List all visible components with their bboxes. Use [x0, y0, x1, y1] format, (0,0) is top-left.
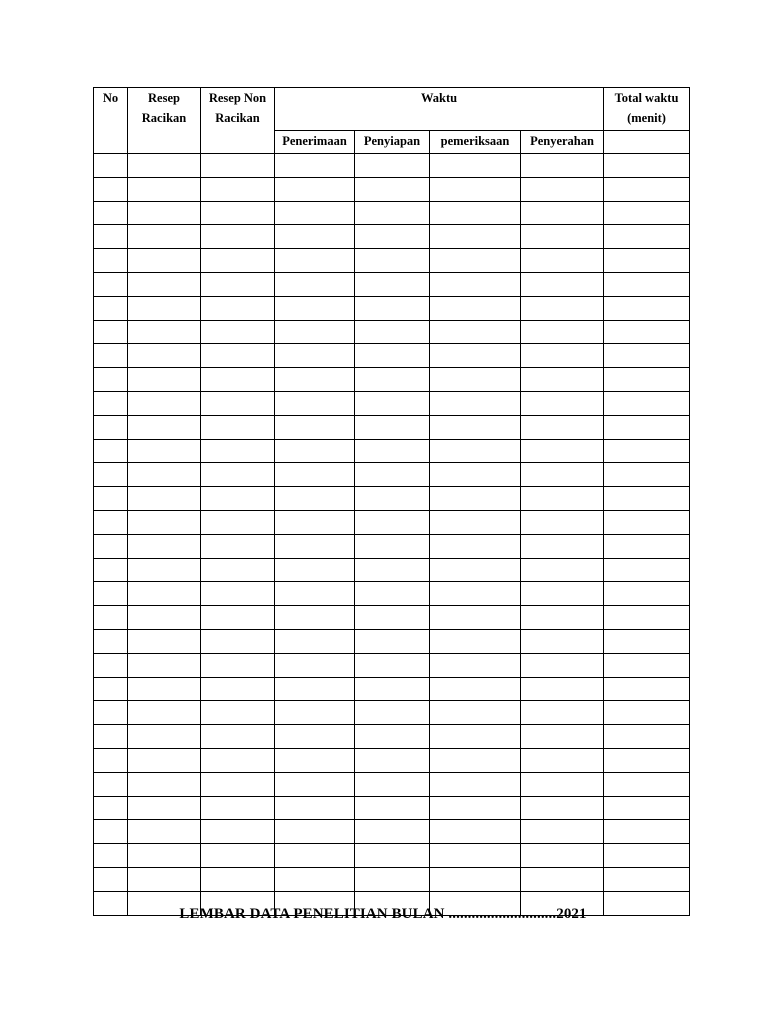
table-cell	[128, 606, 201, 630]
table-cell	[430, 653, 521, 677]
table-cell	[201, 558, 275, 582]
table-cell	[604, 415, 690, 439]
table-cell	[201, 629, 275, 653]
table-cell	[430, 344, 521, 368]
table-cell	[94, 748, 128, 772]
table-cell	[355, 439, 430, 463]
table-cell	[94, 463, 128, 487]
table-cell	[521, 415, 604, 439]
table-cell	[430, 677, 521, 701]
table-cell	[430, 439, 521, 463]
table-body	[94, 154, 690, 916]
table-row	[94, 653, 690, 677]
table-cell	[521, 296, 604, 320]
header-no: No	[94, 88, 128, 154]
table-cell	[521, 653, 604, 677]
table-cell	[604, 320, 690, 344]
table-cell	[201, 439, 275, 463]
table-cell	[201, 725, 275, 749]
table-cell	[275, 368, 355, 392]
table-cell	[94, 154, 128, 178]
table-cell	[275, 534, 355, 558]
table-cell	[275, 701, 355, 725]
table-cell	[94, 534, 128, 558]
table-cell	[355, 391, 430, 415]
table-cell	[201, 296, 275, 320]
subheader-penyerahan: Penyerahan	[521, 131, 604, 154]
table-row	[94, 463, 690, 487]
table-cell	[604, 344, 690, 368]
table-cell	[201, 748, 275, 772]
table-cell	[355, 368, 430, 392]
table-cell	[521, 510, 604, 534]
table-cell	[128, 296, 201, 320]
table-cell	[275, 344, 355, 368]
table-cell	[128, 391, 201, 415]
table-cell	[128, 820, 201, 844]
table-cell	[604, 534, 690, 558]
table-cell	[201, 154, 275, 178]
table-cell	[355, 249, 430, 273]
table-cell	[521, 391, 604, 415]
table-cell	[604, 368, 690, 392]
table-cell	[355, 487, 430, 511]
table-cell	[275, 725, 355, 749]
table-cell	[128, 844, 201, 868]
table-cell	[430, 701, 521, 725]
table-cell	[604, 558, 690, 582]
table-cell	[604, 796, 690, 820]
table-cell	[430, 177, 521, 201]
table-cell	[94, 415, 128, 439]
table-cell	[94, 725, 128, 749]
table-cell	[275, 225, 355, 249]
table-row	[94, 748, 690, 772]
table-cell	[521, 820, 604, 844]
table-cell	[521, 558, 604, 582]
table-cell	[201, 844, 275, 868]
table-cell	[201, 201, 275, 225]
table-cell	[430, 201, 521, 225]
table-cell	[201, 534, 275, 558]
table-cell	[430, 368, 521, 392]
table-cell	[430, 510, 521, 534]
table-row	[94, 201, 690, 225]
table-row	[94, 391, 690, 415]
table-cell	[521, 772, 604, 796]
table-cell	[201, 653, 275, 677]
table-cell	[275, 249, 355, 273]
header-resep-racikan: Resep Racikan	[128, 88, 201, 154]
table-cell	[201, 463, 275, 487]
table-cell	[521, 154, 604, 178]
table-cell	[275, 487, 355, 511]
table-cell	[275, 558, 355, 582]
table-row	[94, 701, 690, 725]
table-cell	[355, 844, 430, 868]
table-cell	[94, 701, 128, 725]
table-cell	[128, 629, 201, 653]
table-cell	[521, 844, 604, 868]
table-cell	[430, 154, 521, 178]
table-cell	[521, 249, 604, 273]
table-row	[94, 677, 690, 701]
table-cell	[275, 606, 355, 630]
table-cell	[128, 558, 201, 582]
table-cell	[430, 558, 521, 582]
table-cell	[275, 653, 355, 677]
table-cell	[521, 748, 604, 772]
table-cell	[355, 653, 430, 677]
table-cell	[275, 272, 355, 296]
table-cell	[430, 820, 521, 844]
table-cell	[94, 320, 128, 344]
table-cell	[201, 796, 275, 820]
table-cell	[94, 606, 128, 630]
table-cell	[128, 415, 201, 439]
subheader-penyiapan: Penyiapan	[355, 131, 430, 154]
table-row	[94, 344, 690, 368]
table-cell	[275, 796, 355, 820]
table-cell	[430, 534, 521, 558]
table-cell	[128, 249, 201, 273]
table-cell	[275, 391, 355, 415]
table-cell	[128, 772, 201, 796]
table-cell	[521, 487, 604, 511]
table-cell	[604, 487, 690, 511]
table-cell	[604, 272, 690, 296]
table-cell	[94, 653, 128, 677]
table-cell	[355, 534, 430, 558]
table-cell	[128, 582, 201, 606]
table-cell	[201, 582, 275, 606]
table-cell	[355, 582, 430, 606]
table-cell	[201, 368, 275, 392]
table-cell	[521, 177, 604, 201]
table-cell	[94, 296, 128, 320]
table-row	[94, 249, 690, 273]
footer-title: LEMBAR DATA PENELITIAN BULAN ............................2021	[179, 906, 587, 922]
table-cell	[521, 725, 604, 749]
table-cell	[521, 463, 604, 487]
table-cell	[604, 201, 690, 225]
table-row	[94, 296, 690, 320]
table-row	[94, 606, 690, 630]
table-cell	[355, 510, 430, 534]
header-resep-non-racikan: Resep Non Racikan	[201, 88, 275, 154]
table-cell	[201, 606, 275, 630]
table-cell	[128, 320, 201, 344]
table-cell	[128, 368, 201, 392]
table-cell	[94, 677, 128, 701]
table-cell	[521, 796, 604, 820]
table-cell	[604, 867, 690, 891]
table-cell	[275, 510, 355, 534]
table-cell	[275, 867, 355, 891]
table-cell	[604, 582, 690, 606]
table-row	[94, 439, 690, 463]
table-cell	[94, 558, 128, 582]
table-cell	[604, 701, 690, 725]
table-cell	[355, 796, 430, 820]
table-cell	[430, 487, 521, 511]
table-cell	[94, 867, 128, 891]
table-cell	[604, 844, 690, 868]
table-cell	[355, 463, 430, 487]
table-cell	[430, 249, 521, 273]
table-cell	[430, 725, 521, 749]
table-cell	[201, 867, 275, 891]
table-row	[94, 725, 690, 749]
table-cell	[355, 701, 430, 725]
table-row	[94, 534, 690, 558]
table-cell	[201, 249, 275, 273]
table-cell	[201, 320, 275, 344]
table-cell	[275, 296, 355, 320]
table-cell	[128, 867, 201, 891]
table-row	[94, 629, 690, 653]
table-cell	[94, 225, 128, 249]
table-cell	[275, 154, 355, 178]
table-cell	[201, 510, 275, 534]
table-cell	[94, 820, 128, 844]
table-cell	[275, 177, 355, 201]
table-cell	[355, 748, 430, 772]
table-cell	[355, 320, 430, 344]
table-cell	[521, 225, 604, 249]
table-cell	[355, 201, 430, 225]
table-cell	[201, 772, 275, 796]
table-cell	[94, 177, 128, 201]
table-row	[94, 796, 690, 820]
table-cell	[355, 272, 430, 296]
table-cell	[128, 154, 201, 178]
table-cell	[430, 629, 521, 653]
table-row	[94, 272, 690, 296]
table-cell	[275, 629, 355, 653]
table-cell	[355, 154, 430, 178]
table-row	[94, 772, 690, 796]
table-cell	[430, 748, 521, 772]
table-cell	[430, 415, 521, 439]
table-cell	[201, 177, 275, 201]
subheader-penerimaan: Penerimaan	[275, 131, 355, 154]
table-row	[94, 844, 690, 868]
table-cell	[355, 177, 430, 201]
table-cell	[94, 272, 128, 296]
table-cell	[128, 463, 201, 487]
table-cell	[128, 177, 201, 201]
table-cell	[355, 629, 430, 653]
table-cell	[201, 225, 275, 249]
table-cell	[128, 439, 201, 463]
table-cell	[521, 582, 604, 606]
table-cell	[355, 606, 430, 630]
table-cell	[604, 725, 690, 749]
table-cell	[128, 534, 201, 558]
table-cell	[604, 820, 690, 844]
table-cell	[94, 249, 128, 273]
table-cell	[430, 772, 521, 796]
table-cell	[128, 487, 201, 511]
table-row	[94, 225, 690, 249]
table-cell	[94, 510, 128, 534]
table-cell	[430, 272, 521, 296]
table-row	[94, 510, 690, 534]
table-cell	[128, 677, 201, 701]
table-cell	[94, 772, 128, 796]
table-row	[94, 154, 690, 178]
table-cell	[521, 344, 604, 368]
table-cell	[521, 439, 604, 463]
table-cell	[94, 391, 128, 415]
table-cell	[355, 772, 430, 796]
table-row	[94, 415, 690, 439]
table-cell	[521, 606, 604, 630]
table-row	[94, 582, 690, 606]
data-sheet-table	[93, 87, 690, 916]
table-cell	[604, 154, 690, 178]
header-waktu: Waktu	[275, 88, 604, 131]
header-total-waktu: Total waktu (menit)	[604, 88, 690, 131]
table-row	[94, 820, 690, 844]
table-cell	[430, 320, 521, 344]
table-cell	[275, 820, 355, 844]
table-cell	[201, 701, 275, 725]
table-cell	[521, 701, 604, 725]
table-cell	[521, 320, 604, 344]
table-cell	[128, 653, 201, 677]
table-cell	[604, 653, 690, 677]
table-cell	[604, 439, 690, 463]
table-cell	[94, 796, 128, 820]
table-row	[94, 487, 690, 511]
table-cell	[430, 867, 521, 891]
table-cell	[430, 463, 521, 487]
table-cell	[128, 225, 201, 249]
table-cell	[128, 725, 201, 749]
table-cell	[128, 201, 201, 225]
table-cell	[94, 201, 128, 225]
table-cell	[604, 391, 690, 415]
table-cell	[275, 439, 355, 463]
table-cell	[355, 225, 430, 249]
table-cell	[604, 606, 690, 630]
table-row	[94, 320, 690, 344]
table-cell	[94, 344, 128, 368]
table-cell	[128, 510, 201, 534]
table-cell	[128, 272, 201, 296]
table-cell	[430, 606, 521, 630]
table-cell	[275, 201, 355, 225]
table-row	[94, 867, 690, 891]
table-cell	[355, 867, 430, 891]
table-cell	[604, 772, 690, 796]
table-cell	[430, 796, 521, 820]
table-cell	[201, 344, 275, 368]
table-cell	[275, 463, 355, 487]
table-cell	[355, 415, 430, 439]
table-cell	[94, 439, 128, 463]
table-cell	[430, 296, 521, 320]
table-cell	[521, 534, 604, 558]
subheader-total-blank	[604, 131, 690, 154]
table-row	[94, 177, 690, 201]
table-cell	[355, 725, 430, 749]
table-cell	[430, 391, 521, 415]
table-cell	[355, 558, 430, 582]
table-cell	[275, 677, 355, 701]
table-cell	[128, 344, 201, 368]
table-row	[94, 558, 690, 582]
table-cell	[94, 629, 128, 653]
table-cell	[275, 582, 355, 606]
table-cell	[275, 844, 355, 868]
table-cell	[355, 820, 430, 844]
table-cell	[201, 677, 275, 701]
table-cell	[94, 844, 128, 868]
table-cell	[604, 510, 690, 534]
table-cell	[521, 677, 604, 701]
table-cell	[275, 415, 355, 439]
table-cell	[355, 677, 430, 701]
table-cell	[201, 272, 275, 296]
table-cell	[604, 249, 690, 273]
table-cell	[604, 748, 690, 772]
table-cell	[430, 225, 521, 249]
table-cell	[128, 796, 201, 820]
table-cell	[604, 296, 690, 320]
table-cell	[275, 772, 355, 796]
table-cell	[430, 844, 521, 868]
table-cell	[275, 748, 355, 772]
table-cell	[355, 344, 430, 368]
table-cell	[604, 225, 690, 249]
table-cell	[604, 677, 690, 701]
header-row	[94, 88, 690, 131]
table-cell	[94, 582, 128, 606]
table-cell	[201, 487, 275, 511]
subheader-pemeriksaan: pemeriksaan	[430, 131, 521, 154]
table-cell	[521, 201, 604, 225]
table-cell	[201, 820, 275, 844]
table-cell	[94, 487, 128, 511]
table-row	[94, 368, 690, 392]
table-cell	[604, 629, 690, 653]
table-cell	[521, 368, 604, 392]
table-cell	[521, 629, 604, 653]
table-cell	[604, 463, 690, 487]
table-cell	[94, 368, 128, 392]
table-cell	[355, 296, 430, 320]
table-cell	[201, 415, 275, 439]
table-cell	[521, 867, 604, 891]
table-cell	[521, 272, 604, 296]
table-cell	[604, 177, 690, 201]
table-cell	[128, 748, 201, 772]
table-cell	[430, 582, 521, 606]
table-cell	[201, 391, 275, 415]
table-cell	[275, 320, 355, 344]
table-cell	[128, 701, 201, 725]
